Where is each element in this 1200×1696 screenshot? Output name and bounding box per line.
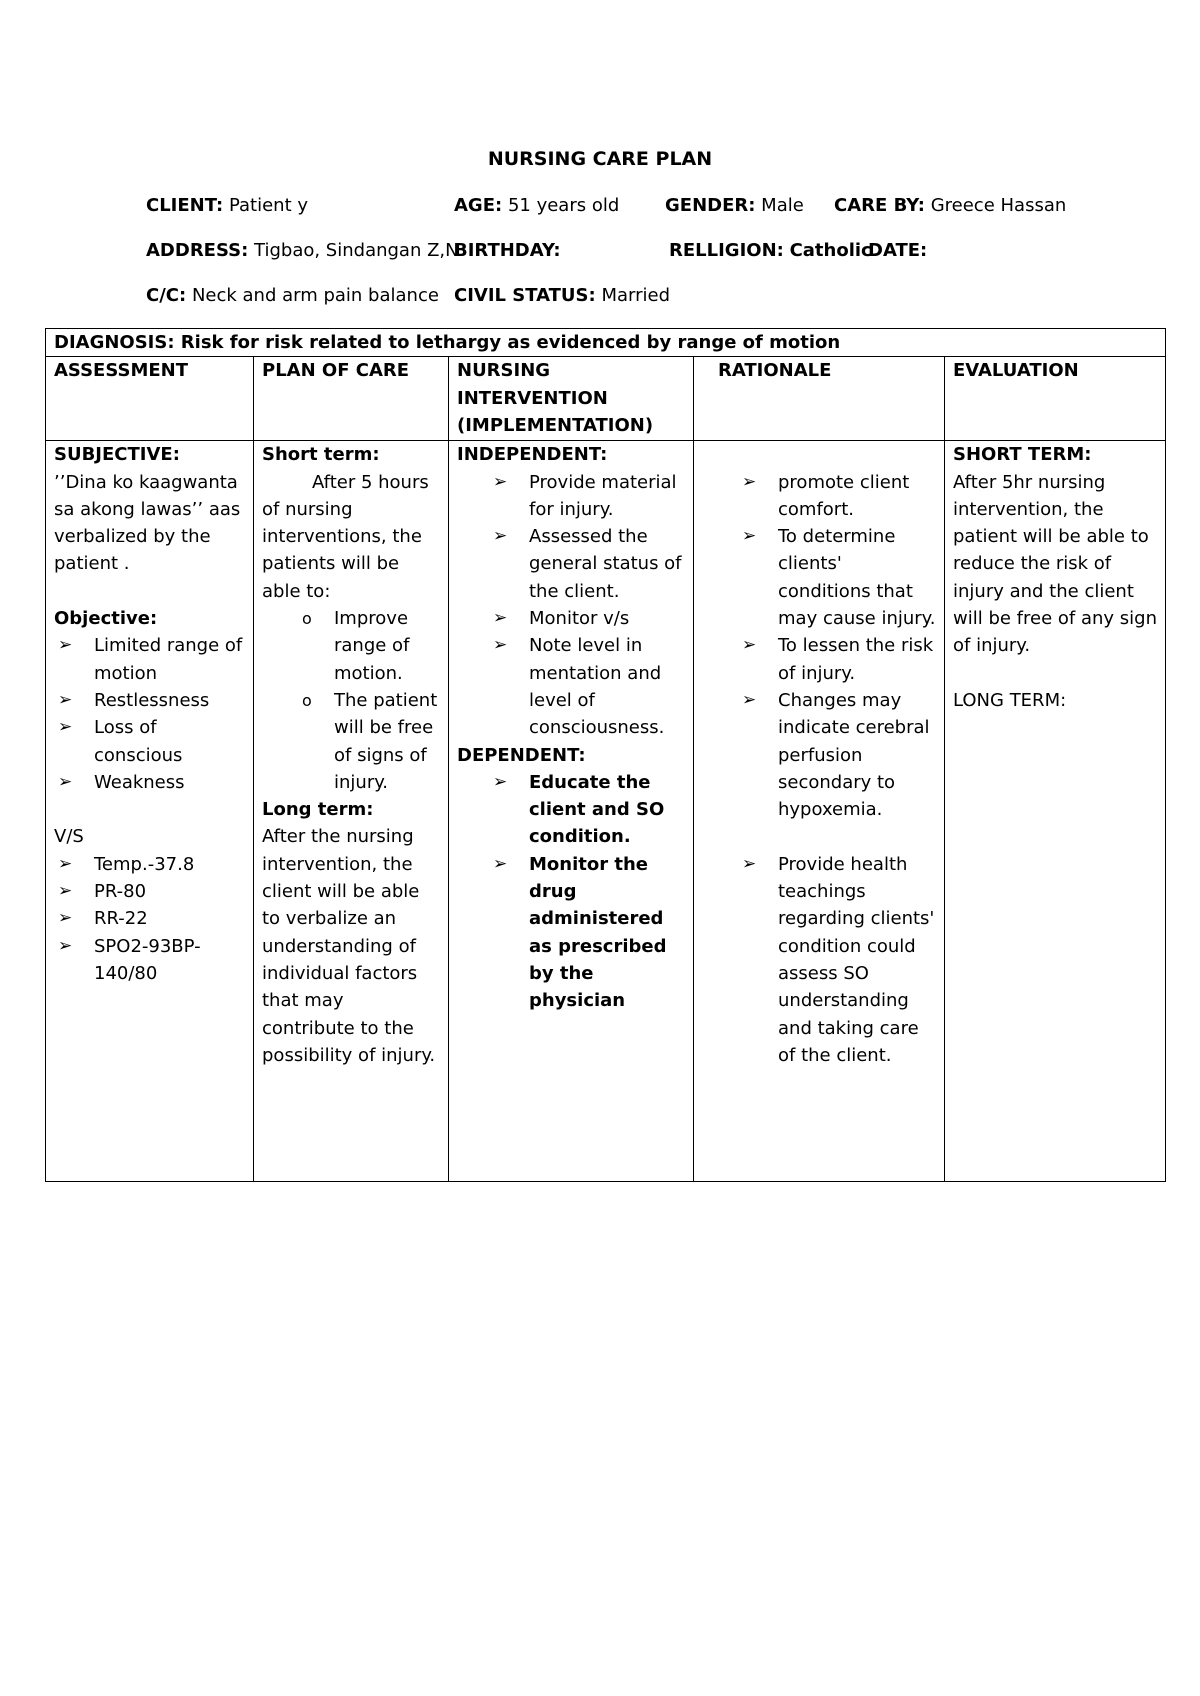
- column-header-row: [46, 357, 1166, 441]
- short-term-text: of nursing interventions, the patients will be able to:: [262, 498, 422, 602]
- objective-label: Objective:: [54, 608, 158, 630]
- dependent-label: DEPENDENT:: [457, 744, 586, 766]
- list-item: ➢ Weakness: [94, 769, 245, 796]
- client-field: CLIENT: Patient y: [146, 195, 309, 216]
- intervention-cell: [449, 441, 694, 1182]
- subjective-text: ’’Dina ko kaagwanta sa akong lawas’’ aas verbalized by the patient .: [54, 471, 241, 575]
- date-field: DATE:: [868, 240, 928, 261]
- subjective-label: SUBJECTIVE:: [54, 444, 180, 466]
- independent-list: [457, 469, 685, 742]
- long-term-label: Long term:: [262, 799, 374, 821]
- age-field: AGE: 51 years old: [454, 195, 620, 216]
- assessment-cell: [46, 441, 254, 1182]
- religion-field: RELLIGION: Catholic: [669, 240, 872, 261]
- eval-short-term-label: SHORT TERM:: [953, 444, 1092, 466]
- list-item: ➢ Restlessness: [94, 687, 245, 714]
- assessment-header: ASSESSMENT: [46, 357, 254, 441]
- evaluation-cell: [945, 441, 1166, 1182]
- list-item: ➢ Loss of conscious: [94, 714, 245, 769]
- list-item: ➢ Assessed the general status of the client.: [529, 523, 685, 605]
- list-item: ➢ Changes may indicate cerebral perfusion secondary to hypoxemia.: [778, 687, 936, 823]
- care-plan-body-row: [46, 441, 1166, 1182]
- plan-header: PLAN OF CARE: [254, 357, 449, 441]
- list-item: ➢ To lessen the risk of injury.: [778, 632, 936, 687]
- civil-status-field: CIVIL STATUS: Married: [454, 285, 670, 306]
- list-item: ➢ Provide material for injury.: [529, 469, 685, 524]
- short-term-intro: After 5 hours: [312, 471, 429, 493]
- eval-short-term-text: After 5hr nursing intervention, the patient will be able to reduce the risk of injury and the client will be free of any sign of injury.: [953, 471, 1157, 657]
- rationale-list-2: [702, 851, 936, 1069]
- objective-list: [54, 632, 245, 796]
- gender-field: GENDER: Male: [665, 195, 804, 216]
- list-item: ➢ Limited range of motion: [94, 632, 245, 687]
- list-item: ➢ Note level in mentation and level of consciousness.: [529, 632, 685, 741]
- careby-field: CARE BY: Greece Hassan: [834, 195, 1067, 216]
- chief-complaint-field: C/C: Neck and arm pain balance: [146, 285, 439, 306]
- long-term-text: After the nursing intervention, the client will be able to verbalize an understanding of individual factors that may contribute to the possibility of injury.: [262, 826, 436, 1066]
- list-item: ➢ PR-80: [94, 878, 245, 905]
- page-title: NURSING CARE PLAN: [487, 148, 713, 170]
- intervention-header: NURSING INTERVENTION (IMPLEMENTATION): [449, 357, 694, 441]
- eval-long-term-label: LONG TERM:: [953, 689, 1067, 711]
- rationale-header: RATIONALE: [694, 357, 945, 441]
- list-item: ➢ Temp.-37.8: [94, 851, 245, 878]
- dependent-list: [457, 769, 685, 1015]
- list-item: ➢ Provide health teachings regarding clients' condition could assess SO understanding and taking care of the client.: [778, 851, 936, 1069]
- diagnosis-text: DIAGNOSIS: Risk for risk related to lethargy as evidenced by range of motion: [46, 329, 1166, 357]
- rationale-cell: [694, 441, 945, 1182]
- list-item: ➢ SPO2-93BP-140/80: [94, 933, 245, 988]
- independent-label: INDEPENDENT:: [457, 444, 608, 466]
- vital-signs-label: V/S: [54, 826, 84, 848]
- address-field: ADDRESS: Tigbao, Sindangan Z,N: [146, 240, 459, 261]
- list-item: o The patient will be free of signs of injury.: [334, 687, 440, 796]
- birthday-field: BIRTHDAY:: [454, 240, 561, 261]
- list-item: ➢ promote client comfort.: [778, 469, 936, 524]
- vital-signs-list: [54, 851, 245, 987]
- rationale-list: [702, 469, 936, 824]
- list-item: ➢ Monitor the drug administered as prescribed by the physician: [529, 851, 685, 1015]
- care-plan-table: [45, 328, 1166, 1182]
- plan-cell: [254, 441, 449, 1182]
- diagnosis-row: [46, 329, 1166, 357]
- short-term-goals: [262, 605, 440, 796]
- list-item: ➢ RR-22: [94, 905, 245, 932]
- short-term-label: Short term:: [262, 444, 380, 466]
- list-item: ➢ Educate the client and SO condition.: [529, 769, 685, 851]
- list-item: ➢ To determine clients' conditions that may cause injury.: [778, 523, 936, 632]
- list-item: o Improve range of motion.: [334, 605, 440, 687]
- list-item: ➢ Monitor v/s: [529, 605, 685, 632]
- evaluation-header: EVALUATION: [945, 357, 1166, 441]
